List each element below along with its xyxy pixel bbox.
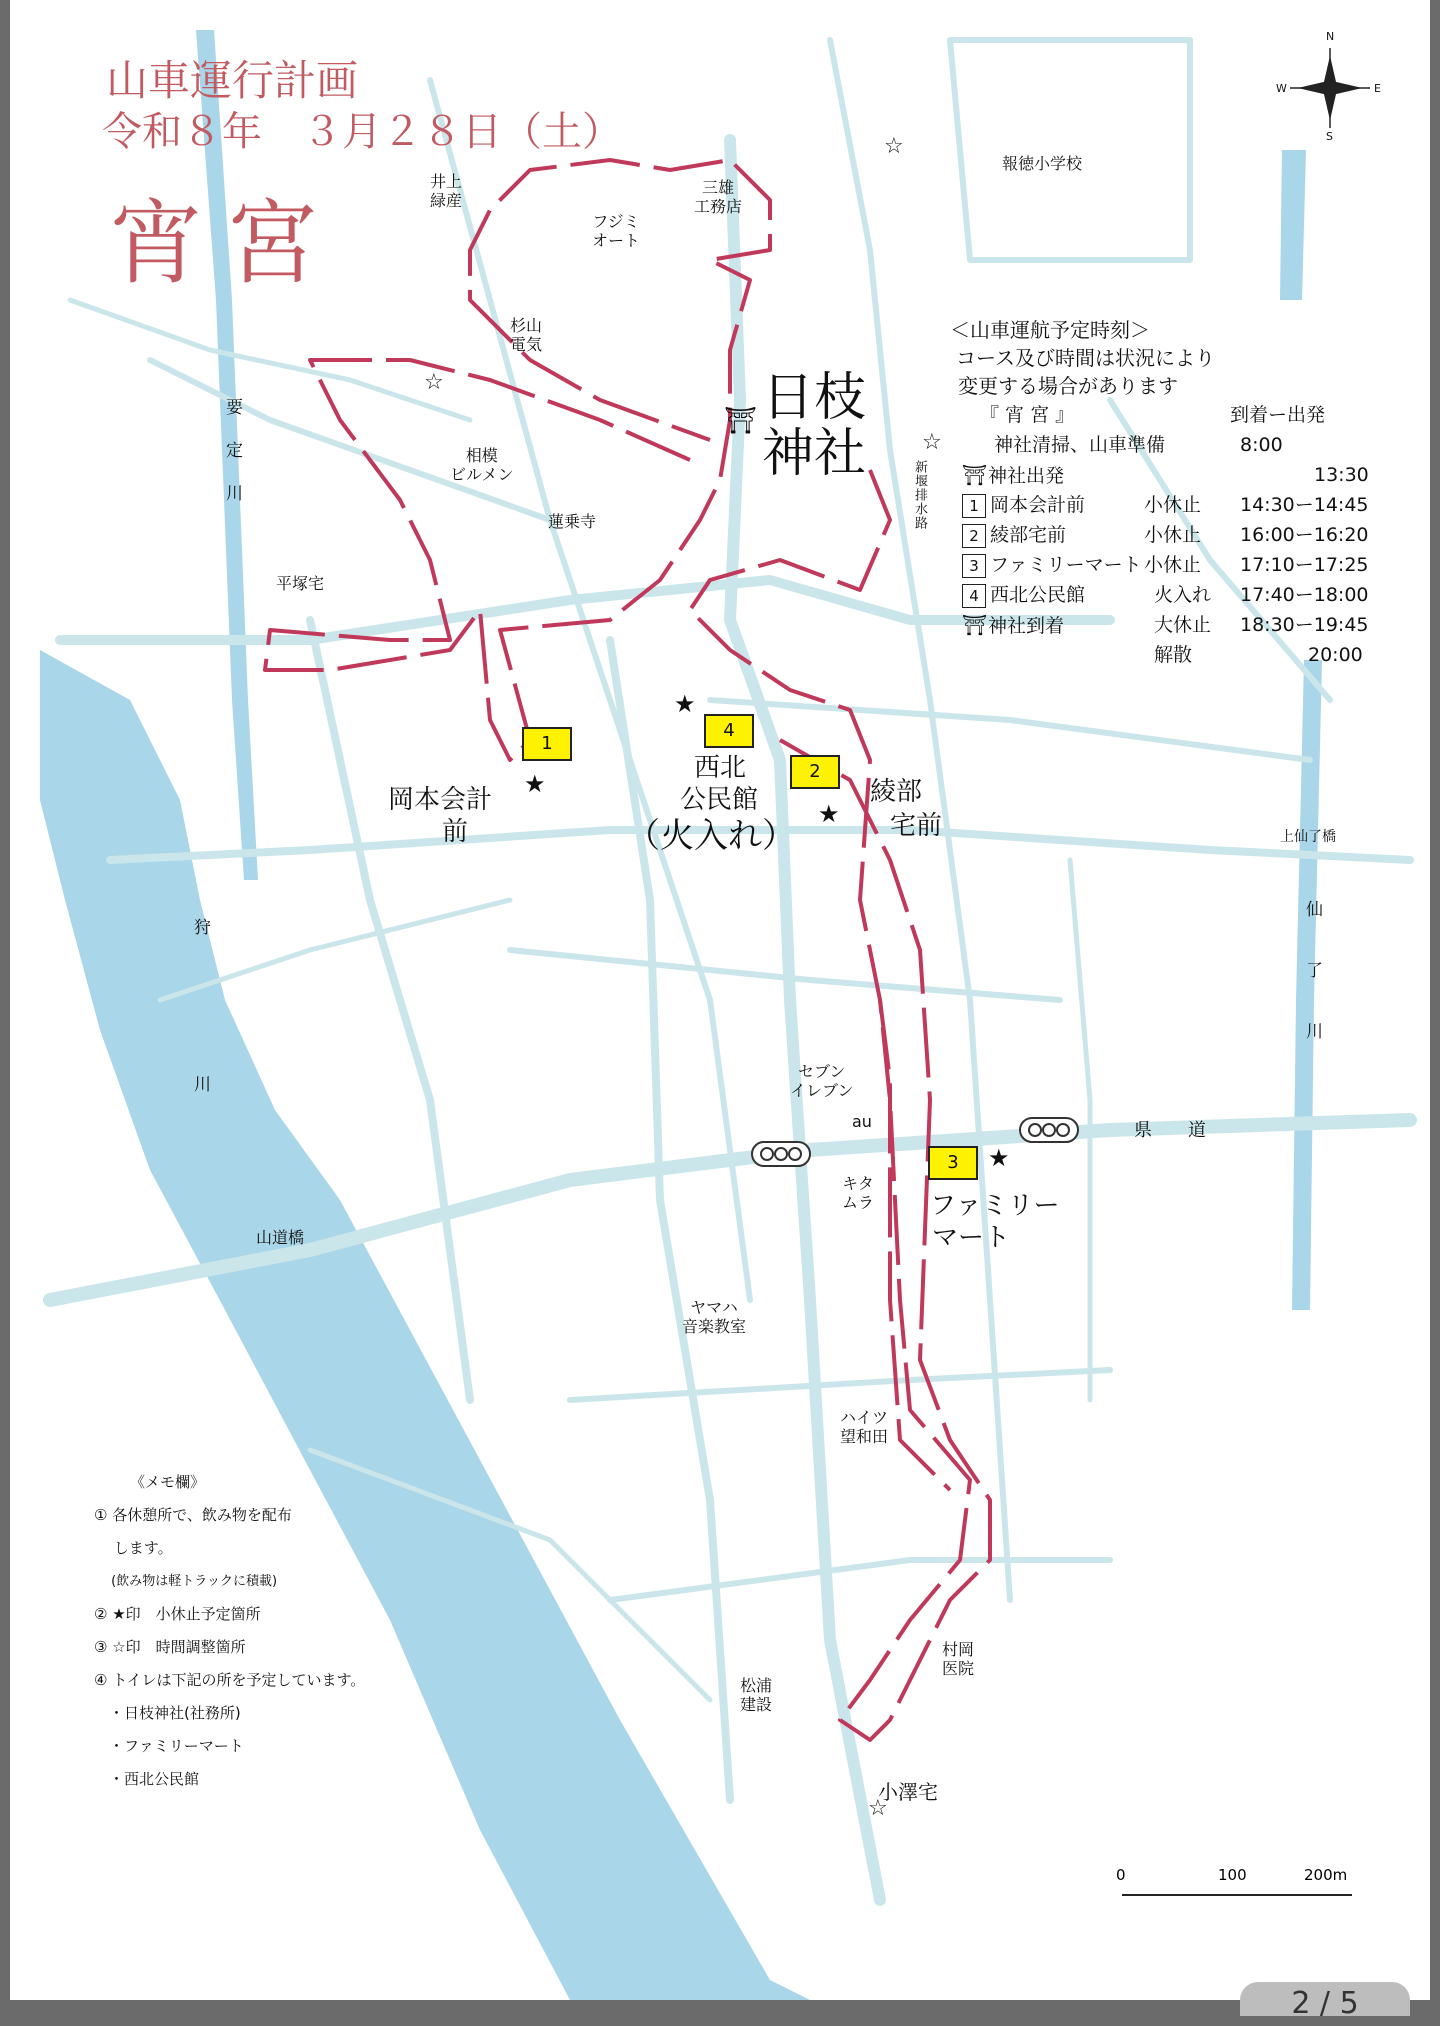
schedule-row-kind: 大休止 bbox=[1154, 614, 1212, 636]
stop-3-label-line2: マート bbox=[932, 1223, 1011, 1253]
landmark-kamisenryo-bridge: 上仙了橋 bbox=[1280, 829, 1336, 845]
schedule-heading: ＜山車運航予定時刻＞ bbox=[950, 318, 1150, 342]
schedule-row-label: 綾部宅前 bbox=[990, 524, 1067, 546]
stop-4-marker: 4 bbox=[704, 714, 754, 748]
stop-4-label-line2: 公民館 bbox=[680, 785, 759, 815]
schedule-row-label: 神社出発 bbox=[988, 465, 1065, 487]
wait-star-icon: ☆ bbox=[868, 1796, 888, 1821]
landmark-hotoku-school: 報徳小学校 bbox=[1002, 154, 1083, 173]
schedule-row bbox=[950, 430, 1390, 460]
compass-west: W bbox=[1276, 82, 1287, 95]
memo-line: (飲み物は軽トラックに積載) bbox=[94, 1574, 278, 1589]
shrine-gate-icon: ⛩ bbox=[724, 406, 758, 436]
schedule-row bbox=[950, 610, 1390, 640]
landmark-muraoka: 村岡 医院 bbox=[942, 1640, 975, 1678]
memo-line: ① 各休憩所で、飲み物を配布 bbox=[94, 1506, 292, 1524]
rest-star-icon: ★ bbox=[524, 770, 546, 798]
schedule-row-label-wrap bbox=[962, 610, 1064, 641]
schedule-row-time: 13:30 bbox=[1314, 464, 1369, 486]
schedule-row-label: ファミリーマート bbox=[990, 554, 1142, 576]
landmark-rengeji: 蓮乗寺 bbox=[548, 512, 597, 531]
memo-line: します。 bbox=[94, 1539, 173, 1557]
compass-north: N bbox=[1326, 30, 1335, 43]
landmark-ozawa: 小澤宅 bbox=[878, 1780, 938, 1804]
schedule-row-label-wrap bbox=[962, 460, 1064, 491]
wait-star-icon: ☆ bbox=[884, 134, 904, 159]
stop-number-box: 4 bbox=[962, 584, 986, 608]
schedule-row-kind: 小休止 bbox=[1144, 494, 1202, 516]
scale-bar bbox=[1108, 1866, 1368, 1906]
schedule-row-time: 18:30ー19:45 bbox=[1240, 614, 1369, 636]
memo-line: ④ トイレは下記の所を予定しています。 bbox=[94, 1671, 366, 1689]
schedule-note-line2: 変更する場合があります bbox=[958, 374, 1178, 398]
schedule-row-label: 岡本会計前 bbox=[990, 494, 1086, 516]
schedule-row-time: 20:00 bbox=[1308, 644, 1363, 666]
schedule-row bbox=[950, 550, 1390, 580]
schedule-row-time: 17:40ー18:00 bbox=[1240, 584, 1369, 606]
stop-1-marker: 1 bbox=[522, 727, 572, 761]
memo-heading: 《メモ欄》 bbox=[130, 1473, 206, 1491]
title-line3: 宵宮 bbox=[110, 190, 343, 297]
stop-3-marker: 3 bbox=[928, 1146, 978, 1180]
schedule-event-name: 『 宵 宮 』 bbox=[980, 404, 1075, 426]
scale-label-0: 0 bbox=[1116, 1866, 1126, 1884]
schedule-subhead bbox=[950, 400, 1390, 430]
schedule-row bbox=[950, 520, 1390, 550]
landmark-sugiyama: 杉山 電気 bbox=[510, 316, 543, 354]
schedule-row-label-wrap bbox=[962, 550, 1142, 580]
stop-2-marker: 2 bbox=[790, 755, 840, 789]
schedule-note-line1: コース及び時間は状況により bbox=[956, 346, 1215, 370]
schedule-row bbox=[950, 490, 1390, 520]
wait-star-icon: ☆ bbox=[922, 430, 942, 455]
schedule-row-time: 14:30ー14:45 bbox=[1240, 494, 1369, 516]
schedule-row-kind: 火入れ bbox=[1154, 584, 1212, 606]
landmark-fujimi: フジミ オート bbox=[592, 212, 641, 250]
landmark-hiratsuka: 平塚宅 bbox=[276, 574, 325, 593]
stop-number-box: 1 bbox=[962, 494, 986, 518]
shrine-gate-icon: ⛩ bbox=[962, 463, 988, 487]
page-indicator: 2 / 5 bbox=[1240, 1982, 1410, 2016]
stop-number-box: 2 bbox=[962, 524, 986, 548]
memo-line: ・西北公民館 bbox=[94, 1770, 200, 1788]
memo-line: ② ★印 小休止予定箇所 bbox=[94, 1605, 261, 1623]
title-line1: 山車運行計画 bbox=[106, 56, 359, 105]
landmark-kitamura: キタ ムラ bbox=[842, 1174, 875, 1212]
compass-east: E bbox=[1374, 82, 1381, 95]
map-sheet bbox=[10, 0, 1430, 2000]
landmark-sagami: 相模 ビルメン bbox=[450, 446, 514, 484]
schedule-row-label-wrap bbox=[962, 580, 1085, 610]
river-label-senryo: 仙了川 bbox=[1302, 900, 1322, 1083]
schedule-row-time: 17:10ー17:25 bbox=[1240, 554, 1369, 576]
stop-4-label-line3: （火入れ） bbox=[626, 816, 796, 856]
schedule-row bbox=[950, 460, 1390, 490]
schedule-row-kind: 小休止 bbox=[1144, 524, 1202, 546]
schedule-row-time: 8:00 bbox=[1240, 434, 1283, 456]
compass-rose bbox=[1290, 48, 1370, 128]
stop-1-label-line1: 岡本会計 bbox=[388, 785, 493, 815]
schedule-panel bbox=[950, 316, 1390, 670]
wait-star-icon: ☆ bbox=[424, 370, 444, 395]
scale-label-200: 200m bbox=[1304, 1866, 1348, 1884]
stop-number-box: 3 bbox=[962, 554, 986, 578]
memo-line: ・日枝神社(社務所) bbox=[94, 1704, 241, 1722]
landmark-au: au bbox=[852, 1112, 872, 1131]
river-label-shinhaisui: 新堰排水路 bbox=[912, 460, 927, 530]
schedule-row-label: 神社到着 bbox=[988, 615, 1065, 637]
rest-star-icon: ★ bbox=[818, 800, 840, 828]
river-label-karikawa: 狩川 bbox=[190, 918, 210, 1232]
shrine-name-line2: 神社 bbox=[762, 424, 867, 484]
memo-line: ③ ☆印 時間調整箇所 bbox=[94, 1638, 246, 1656]
shrine-name-line1: 日枝 bbox=[762, 368, 867, 428]
stop-3-label-line1: ファミリー bbox=[930, 1191, 1060, 1221]
schedule-row bbox=[950, 640, 1390, 670]
stop-4-label-line1: 西北 bbox=[694, 753, 747, 783]
landmark-yamamichi-bridge: 山道橋 bbox=[256, 1228, 305, 1247]
landmark-prefectural-road: 県 道 bbox=[1134, 1120, 1206, 1141]
stop-1-label-line2: 前 bbox=[442, 817, 469, 847]
schedule-row-kind: 小休止 bbox=[1144, 554, 1202, 576]
schedule-row-label: 西北公民館 bbox=[990, 584, 1086, 606]
stop-2-label-line1: 綾部 bbox=[870, 777, 923, 807]
schedule-row-time: 16:00ー16:20 bbox=[1240, 524, 1369, 546]
memo-section bbox=[94, 1466, 454, 1796]
landmark-mitsuo: 三雄 工務店 bbox=[694, 178, 743, 216]
landmark-heights: ハイツ 望和田 bbox=[840, 1408, 889, 1446]
schedule-row-label-wrap bbox=[962, 520, 1066, 550]
rest-star-icon: ★ bbox=[674, 690, 696, 718]
compass-south: S bbox=[1326, 130, 1333, 143]
landmark-yamaha: ヤマハ 音楽教室 bbox=[682, 1298, 747, 1336]
rest-star-icon: ★ bbox=[988, 1144, 1010, 1172]
scale-label-100: 100 bbox=[1218, 1866, 1247, 1884]
river-label-yojo: 要定川 bbox=[222, 398, 242, 527]
landmark-inoue: 井上 緑産 bbox=[430, 172, 463, 210]
schedule-row-kind: 解散 bbox=[1154, 644, 1193, 666]
title-line2: 令和８年 ３月２８日（土） bbox=[102, 109, 622, 155]
landmark-matsuura: 松浦 建設 bbox=[740, 1676, 773, 1714]
stop-2-label-line2: 宅前 bbox=[890, 811, 943, 841]
scale-line bbox=[1122, 1894, 1352, 1896]
shrine-gate-icon: ⛩ bbox=[962, 613, 988, 637]
landmark-seven-eleven: セブン イレブン bbox=[790, 1062, 854, 1100]
schedule-times-header: 到着ー出発 bbox=[1230, 404, 1326, 426]
memo-line: ・ファミリーマート bbox=[94, 1737, 244, 1755]
east-canal bbox=[1280, 150, 1306, 300]
schedule-row bbox=[950, 580, 1390, 610]
schedule-row-label-wrap bbox=[962, 490, 1085, 520]
schedule-row-label: 神社清掃、山車準備 bbox=[994, 434, 1166, 456]
